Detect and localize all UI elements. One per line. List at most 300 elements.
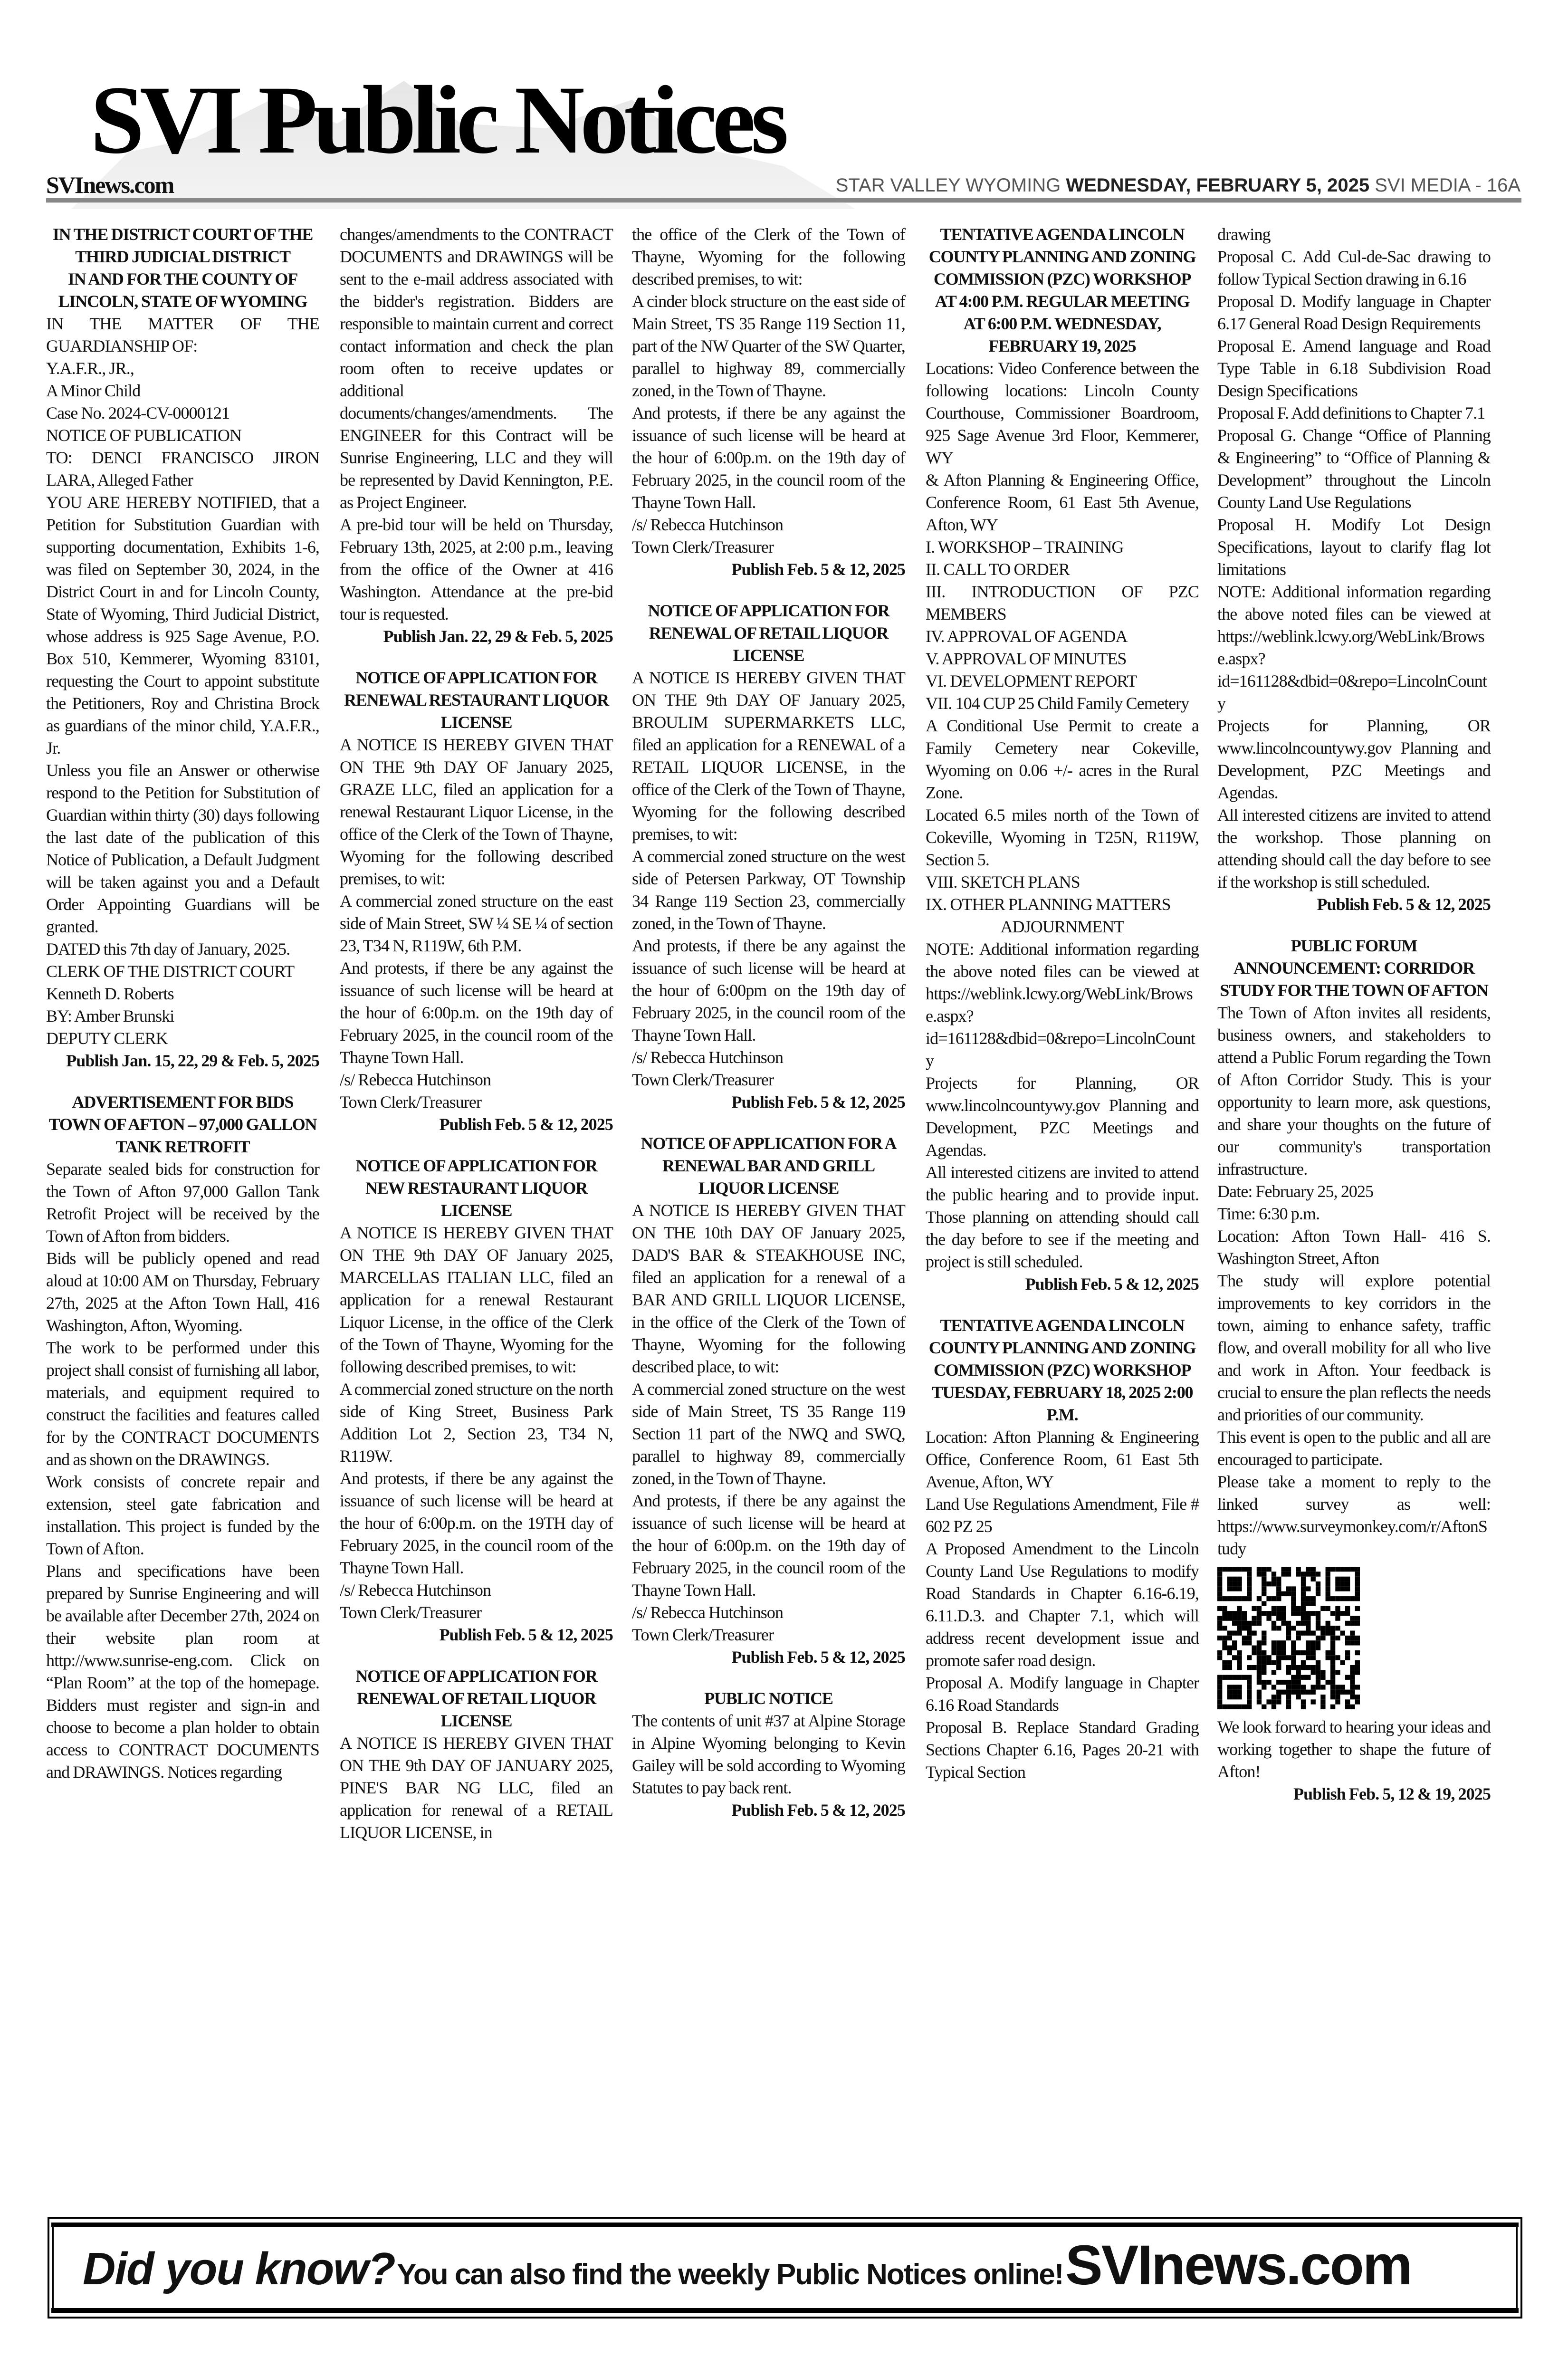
notice-paragraph: YOU ARE HEREBY NOTIFIED, that a Petition for Substitution Guardian with supporting documentation, Exhibits 1-6, was filed on September 30, 2024, in the District Court in and for Lincoln County, State of Wyoming, Third Judicial District, whose address is 925 Sage Avenue, P.O. Box 510, Kemmerer, Wyoming 83101, requesting the Court to appoint substitute the Petitioners, Roy and Christina Brock as guardians of the minor child, Y.A.F.R., Jr.: [46, 493, 319, 757]
notice-paragraph: A NOTICE IS HEREBY GIVEN THAT ON THE 9th DAY OF January 2025, MARCELLAS ITALIAN LLC, filed an application for a renewal Restaurant Liquor License, in the office of the Clerk of the Town of Thayne, Wyoming for the following described premises, to wit:: [340, 1223, 613, 1376]
qr-module: [1335, 1626, 1340, 1630]
notice-heading: NOTICE OF APPLICATION FOR RENEWAL OF RETAIL LIQUOR LICENSE: [355, 1667, 597, 1730]
qr-module: [1311, 1665, 1316, 1670]
qr-module: [1232, 1616, 1237, 1620]
qr-module: [1272, 1571, 1276, 1576]
notice-paragraph: CLERK OF THE DISTRICT COURT: [46, 962, 295, 981]
qr-module: [1296, 1611, 1301, 1616]
qr-module: [1276, 1655, 1281, 1660]
qr-module: [1335, 1690, 1340, 1695]
qr-finder-module: [1350, 1567, 1355, 1571]
notice-paragraph: A pre-bid tour will be held on Thursday, February 13th, 2025, at 2:00 p.m., leaving from the office of the Owner at 416 Washington. Attendance at the pre-bid tour is requested.: [340, 515, 613, 623]
notice-heading: IN THE DISTRICT COURT OF THE THIRD JUDICIAL DISTRICT: [52, 225, 313, 266]
qr-module: [1345, 1655, 1350, 1660]
notice-paragraph: Proposal F. Add definitions to Chapter 7.1: [1217, 403, 1485, 422]
qr-module: [1281, 1640, 1286, 1645]
qr-module: [1316, 1675, 1320, 1680]
qr-finder-module: [1247, 1577, 1252, 1581]
qr-module: [1266, 1611, 1271, 1616]
qr-module: [1301, 1621, 1306, 1626]
notice-heading: TENTATIVE AGENDA LINCOLN COUNTY PLANNING AND ZONING COMMISSION (PZC) WORKSHOP TUESDAY, FEBRUARY 18, 2025 2:00 P.M.: [928, 1316, 1196, 1424]
qr-module: [1262, 1705, 1266, 1709]
qr-module: [1350, 1680, 1355, 1685]
publish-dates: Publish Feb. 5 & 12, 2025: [731, 1648, 905, 1667]
qr-module: [1311, 1640, 1316, 1645]
qr-finder-module: [1217, 1596, 1222, 1601]
qr-module: [1330, 1650, 1335, 1655]
qr-module: [1355, 1670, 1360, 1675]
qr-module: [1257, 1695, 1262, 1699]
qr-module: [1350, 1695, 1355, 1699]
qr-module: [1311, 1670, 1316, 1675]
qr-module: [1257, 1675, 1262, 1680]
qr-finder-module: [1227, 1581, 1232, 1586]
qr-module: [1316, 1685, 1320, 1689]
qr-module: [1286, 1655, 1291, 1660]
qr-module: [1266, 1616, 1271, 1620]
notice-paragraph: Town Clerk/Treasurer: [340, 1092, 482, 1111]
banner-url-link[interactable]: SVInews.com: [1065, 2234, 1411, 2297]
qr-module: [1335, 1695, 1340, 1699]
qr-module: [1232, 1646, 1237, 1650]
qr-module: [1330, 1611, 1335, 1616]
notice-paragraph: /s/ Rebecca Hutchinson: [632, 1603, 784, 1622]
qr-module: [1286, 1680, 1291, 1685]
qr-module: [1311, 1601, 1316, 1606]
notice-paragraph: Bids will be publicly opened and read aloud at 10:00 AM on Thursday, February 27th, 2025 at the Afton Town Hall, 416 Washington, Afton, Wyoming.: [46, 1249, 319, 1335]
qr-module: [1281, 1646, 1286, 1650]
qr-module: [1237, 1626, 1242, 1630]
qr-module: [1286, 1621, 1291, 1626]
qr-module: [1217, 1636, 1222, 1640]
qr-module: [1276, 1699, 1281, 1704]
qr-module: [1320, 1699, 1325, 1704]
notice-paragraph: A NOTICE IS HEREBY GIVEN THAT ON THE 9th DAY OF JANUARY 2025, PINE'S BAR NG LLC, filed an application for renewal of a RETAIL LIQUOR LICENSE, in: [340, 1734, 613, 1842]
qr-module: [1252, 1606, 1256, 1611]
qr-module: [1306, 1567, 1310, 1571]
qr-module: [1306, 1665, 1310, 1670]
qr-finder-module: [1242, 1567, 1247, 1571]
qr-module: [1350, 1640, 1355, 1645]
qr-module: [1281, 1690, 1286, 1695]
qr-module: [1316, 1665, 1320, 1670]
qr-module: [1311, 1690, 1316, 1695]
qr-module: [1316, 1646, 1320, 1650]
qr-module: [1257, 1670, 1262, 1675]
qr-module: [1266, 1660, 1271, 1665]
qr-module: [1291, 1650, 1296, 1655]
qr-module: [1262, 1636, 1266, 1640]
qr-module: [1257, 1611, 1262, 1616]
qr-module: [1316, 1616, 1320, 1620]
qr-finder-module: [1330, 1567, 1335, 1571]
qr-module: [1301, 1675, 1306, 1680]
qr-module: [1345, 1636, 1350, 1640]
survey-qr-code[interactable]: [1217, 1567, 1360, 1709]
qr-module: [1247, 1665, 1252, 1670]
qr-module: [1276, 1591, 1281, 1596]
qr-module: [1247, 1621, 1252, 1626]
qr-module: [1281, 1680, 1286, 1685]
qr-finder-module: [1237, 1581, 1242, 1586]
notice-paragraph: IN THE MATTER OF THE GUARDIANSHIP OF:: [46, 314, 319, 355]
column-2: [340, 223, 613, 1844]
qr-finder-module: [1217, 1577, 1222, 1581]
qr-finder-module: [1232, 1577, 1237, 1581]
notice-paragraph: The study will explore potential improvements to key corridors in the town, aiming to enhance safety, traffic flow, and overall mobility for all who live and work in Afton. Your feedback is crucial to ensure the plan reflects the needs and priorities of our community.: [1217, 1271, 1491, 1424]
notice-paragraph: Town Clerk/Treasurer: [632, 537, 774, 556]
qr-module: [1330, 1626, 1335, 1630]
notice-paragraph: A commercial zoned structure on the north side of King Street, Business Park Addition Lot 2, Section 23, T34 N, R119W.: [340, 1380, 613, 1466]
qr-module: [1330, 1636, 1335, 1640]
qr-finder-module: [1247, 1591, 1252, 1596]
notice-paragraph: BY: Amber Brunski: [46, 1006, 174, 1025]
qr-finder-module: [1217, 1699, 1222, 1704]
qr-module: [1316, 1571, 1320, 1576]
qr-finder-module: [1217, 1690, 1222, 1695]
qr-finder-module: [1247, 1581, 1252, 1586]
notice-paragraph: Unless you file an Answer or otherwise respond to the Petition for Substitution of Guardian within thirty (30) days following the last date of the publication of this Notice of Publication, a Default Judgment will be taken against you and a Default Order Appointing Guardians will be granted.: [46, 761, 319, 936]
notice-paragraph: A NOTICE IS HEREBY GIVEN THAT ON THE 10th DAY OF January 2025, DAD'S BAR & STEAKHOUSE INC, filed an application for a renewal of a BAR AND GRILL LIQUOR LICENSE, in the office of the Clerk of the Town of Thayne, Wyoming for the following described place, to wit:: [632, 1201, 905, 1376]
qr-module: [1296, 1695, 1301, 1699]
qr-finder-module: [1345, 1596, 1350, 1601]
qr-module: [1257, 1660, 1262, 1665]
qr-module: [1345, 1690, 1350, 1695]
qr-module: [1257, 1665, 1262, 1670]
qr-module: [1276, 1660, 1281, 1665]
qr-module: [1257, 1567, 1262, 1571]
publish-dates: Publish Feb. 5 & 12, 2025: [1317, 895, 1491, 914]
notice-paragraph: Work consists of concrete repair and extension, steel gate fabrication and installation. This project is funded by the Town of Afton.: [46, 1472, 319, 1558]
qr-module: [1296, 1685, 1301, 1689]
notice-paragraph: Locations: Video Conference between the following locations: Lincoln County Courthouse, Commissioner Boardroom, 925 Sage Avenue 3rd Floor, Kemmerer, WY: [926, 359, 1199, 467]
qr-module: [1286, 1705, 1291, 1709]
qr-module: [1311, 1699, 1316, 1704]
qr-module: [1286, 1586, 1291, 1591]
qr-module: [1296, 1670, 1301, 1675]
qr-module: [1262, 1660, 1266, 1665]
qr-module: [1326, 1630, 1330, 1635]
notice-paragraph: Proposal B. Replace Standard Grading Sections Chapter 6.16, Pages 20-21 with Typical Section: [926, 1718, 1199, 1782]
notice-paragraph: VII. 104 CUP 25 Child Family Cemetery: [926, 694, 1189, 713]
notice-paragraph: Town Clerk/Treasurer: [632, 1070, 774, 1089]
notice-paragraph: Please take a moment to reply to the linked survey as well: https://www.surveymonkey.com/r/AftonStudy: [1217, 1472, 1491, 1558]
qr-module: [1311, 1646, 1316, 1650]
qr-module: [1276, 1690, 1281, 1695]
notice-paragraph: II. CALL TO ORDER: [926, 560, 1070, 579]
qr-module: [1350, 1616, 1355, 1620]
qr-module: [1320, 1685, 1325, 1689]
qr-module: [1237, 1665, 1242, 1670]
qr-module: [1335, 1685, 1340, 1689]
qr-module: [1316, 1680, 1320, 1685]
qr-module: [1306, 1621, 1310, 1626]
qr-module: [1262, 1655, 1266, 1660]
qr-module: [1296, 1630, 1301, 1635]
qr-finder-module: [1247, 1685, 1252, 1689]
qr-module: [1355, 1660, 1360, 1665]
qr-module: [1262, 1665, 1266, 1670]
qr-module: [1330, 1665, 1335, 1670]
qr-module: [1276, 1611, 1281, 1616]
qr-module: [1217, 1616, 1222, 1620]
qr-module: [1316, 1586, 1320, 1591]
notice-paragraph: Proposal H. Modify Lot Design Specifications, layout to clarify flag lot limitations: [1217, 515, 1491, 579]
qr-module: [1301, 1616, 1306, 1620]
qr-module: [1326, 1606, 1330, 1611]
qr-module: [1276, 1577, 1281, 1581]
qr-finder-module: [1232, 1567, 1237, 1571]
qr-module: [1276, 1650, 1281, 1655]
qr-module: [1252, 1650, 1256, 1655]
qr-module: [1291, 1586, 1296, 1591]
qr-module: [1301, 1650, 1306, 1655]
qr-module: [1222, 1660, 1227, 1665]
notice-heading: NOTICE OF APPLICATION FOR RENEWAL OF RETAIL LIQUOR LICENSE: [648, 601, 889, 665]
qr-module: [1257, 1650, 1262, 1655]
qr-finder-module: [1227, 1685, 1232, 1689]
qr-finder-module: [1345, 1581, 1350, 1586]
qr-finder-module: [1227, 1577, 1232, 1581]
qr-module: [1237, 1655, 1242, 1660]
qr-finder-module: [1227, 1695, 1232, 1699]
qr-module: [1330, 1685, 1335, 1689]
qr-module: [1345, 1675, 1350, 1680]
qr-module: [1350, 1705, 1355, 1709]
qr-finder-module: [1340, 1577, 1345, 1581]
notice-paragraph: A NOTICE IS HEREBY GIVEN THAT ON THE 9th DAY OF January 2025, BROULIM SUPERMARKETS LLC, filed an application for a RENEWAL of a RETAIL LIQUOR LICENSE, in the office of the Clerk of the Town of Thayne, Wyoming for the following described premises, to wit:: [632, 668, 905, 843]
qr-module: [1291, 1685, 1296, 1689]
qr-module: [1286, 1571, 1291, 1576]
dateline: [836, 175, 1520, 196]
notice-paragraph: A commercial zoned structure on the west side of Main Street, TS 35 Range 119 Section 11 part of the NWQ and SWQ, parallel to highway 89, commercially zoned, in the Town of Thayne.: [632, 1380, 905, 1488]
qr-module: [1227, 1616, 1232, 1620]
qr-module: [1281, 1655, 1286, 1660]
qr-finder-module: [1247, 1586, 1252, 1591]
notice-paragraph: And protests, if there be any against the issuance of such license will be heard at the hour of 6:00p.m. on the 19th day of February 2025, in the council room of the Thayne Town Hall.: [632, 403, 905, 512]
qr-module: [1316, 1621, 1320, 1626]
qr-module: [1272, 1611, 1276, 1616]
qr-module: [1320, 1606, 1325, 1611]
publish-dates: Publish Feb. 5, 12 & 19, 2025: [1293, 1784, 1491, 1803]
qr-module: [1272, 1650, 1276, 1655]
qr-module: [1345, 1611, 1350, 1616]
qr-finder-module: [1237, 1675, 1242, 1680]
qr-finder-module: [1232, 1690, 1237, 1695]
qr-module: [1262, 1601, 1266, 1606]
notice-paragraph: All interested citizens are invited to attend the workshop. Those planning on attending should call the day before to see if the workshop is still scheduled.: [1217, 805, 1491, 891]
masthead: [0, 0, 1568, 219]
notice-paragraph: III. INTRODUCTION OF PZC MEMBERS: [926, 582, 1199, 623]
qr-module: [1276, 1640, 1281, 1645]
qr-module: [1301, 1571, 1306, 1576]
qr-module: [1281, 1650, 1286, 1655]
qr-module: [1340, 1660, 1345, 1665]
qr-module: [1222, 1640, 1227, 1645]
qr-module: [1320, 1675, 1325, 1680]
qr-module: [1330, 1630, 1335, 1635]
online-notices-banner: [48, 2217, 1522, 2319]
qr-finder-module: [1345, 1586, 1350, 1591]
qr-module: [1355, 1636, 1360, 1640]
notice-paragraph: The Town of Afton invites all residents, business owners, and stakeholders to attend a Public Forum regarding the Town of Afton Corridor Study. This is your opportunity to learn more, ask questions, and share your thoughts on the future of our community's transportation infrastructure.: [1217, 1003, 1491, 1178]
qr-finder-module: [1335, 1577, 1340, 1581]
notice-paragraph: Proposal D. Modify language in Chapter 6.17 General Road Design Requirements: [1217, 292, 1491, 333]
qr-module: [1217, 1606, 1222, 1611]
qr-finder-module: [1217, 1571, 1222, 1576]
qr-module: [1311, 1630, 1316, 1635]
qr-module: [1350, 1636, 1355, 1640]
qr-module: [1301, 1630, 1306, 1635]
qr-module: [1252, 1630, 1256, 1635]
qr-finder-module: [1355, 1581, 1360, 1586]
qr-module: [1340, 1611, 1345, 1616]
qr-module: [1247, 1630, 1252, 1635]
qr-module: [1301, 1581, 1306, 1586]
qr-finder-module: [1232, 1596, 1237, 1601]
qr-module: [1291, 1601, 1296, 1606]
qr-finder-module: [1247, 1699, 1252, 1704]
qr-module: [1296, 1636, 1301, 1640]
qr-module: [1272, 1705, 1276, 1709]
qr-module: [1252, 1665, 1256, 1670]
qr-module: [1355, 1621, 1360, 1626]
qr-module: [1222, 1616, 1227, 1620]
qr-module: [1252, 1621, 1256, 1626]
qr-module: [1291, 1626, 1296, 1630]
qr-module: [1257, 1690, 1262, 1695]
qr-module: [1306, 1646, 1310, 1650]
qr-module: [1320, 1695, 1325, 1699]
qr-finder-module: [1232, 1675, 1237, 1680]
qr-module: [1227, 1630, 1232, 1635]
banner-message: You can also find the weekly Public Notices online!: [397, 2258, 1063, 2291]
qr-module: [1276, 1596, 1281, 1601]
notice-heading: NOTICE OF APPLICATION FOR A RENEWAL BAR AND GRILL LIQUOR LICENSE: [641, 1134, 897, 1198]
qr-module: [1311, 1611, 1316, 1616]
qr-module: [1222, 1606, 1227, 1611]
qr-finder-module: [1227, 1690, 1232, 1695]
qr-module: [1276, 1680, 1281, 1685]
qr-module: [1306, 1626, 1310, 1630]
qr-module: [1316, 1611, 1320, 1616]
qr-module: [1217, 1626, 1222, 1630]
qr-module: [1350, 1665, 1355, 1670]
qr-module: [1306, 1675, 1310, 1680]
notice-paragraph: DEPUTY CLERK: [46, 1029, 168, 1048]
qr-finder-module: [1340, 1581, 1345, 1586]
qr-module: [1326, 1621, 1330, 1626]
qr-module: [1335, 1616, 1340, 1620]
qr-finder-module: [1355, 1591, 1360, 1596]
qr-module: [1306, 1601, 1310, 1606]
qr-module: [1291, 1660, 1296, 1665]
notice-paragraph: Proposal G. Change “Office of Planning & Engineering” to “Office of Planning & Development” throughout the Lincoln County Land Use Regulations: [1217, 426, 1491, 512]
qr-module: [1272, 1699, 1276, 1704]
qr-module: [1350, 1675, 1355, 1680]
qr-module: [1252, 1646, 1256, 1650]
qr-module: [1306, 1596, 1310, 1601]
site-link[interactable]: SVInews.com: [46, 172, 174, 198]
banner-text: [83, 2233, 1411, 2298]
qr-module: [1286, 1626, 1291, 1630]
qr-module: [1301, 1690, 1306, 1695]
qr-module: [1301, 1601, 1306, 1606]
qr-finder-module: [1237, 1695, 1242, 1699]
qr-finder-module: [1237, 1586, 1242, 1591]
qr-module: [1237, 1660, 1242, 1665]
qr-finder-module: [1355, 1567, 1360, 1571]
qr-module: [1350, 1630, 1355, 1635]
qr-module: [1301, 1577, 1306, 1581]
qr-module: [1296, 1571, 1301, 1576]
qr-module: [1316, 1581, 1320, 1586]
qr-module: [1272, 1685, 1276, 1689]
qr-module: [1276, 1581, 1281, 1586]
qr-module: [1257, 1655, 1262, 1660]
publish-dates: Publish Feb. 5 & 12, 2025: [731, 1801, 905, 1820]
qr-finder-module: [1247, 1690, 1252, 1695]
qr-module: [1301, 1665, 1306, 1670]
qr-finder-module: [1217, 1591, 1222, 1596]
qr-finder-module: [1217, 1685, 1222, 1689]
qr-module: [1222, 1626, 1227, 1630]
qr-module: [1350, 1621, 1355, 1626]
qr-module: [1306, 1640, 1310, 1645]
qr-module: [1301, 1699, 1306, 1704]
qr-module: [1257, 1640, 1262, 1645]
publish-dates: Publish Feb. 5 & 12, 2025: [439, 1625, 613, 1644]
qr-module: [1296, 1665, 1301, 1670]
qr-module: [1316, 1640, 1320, 1645]
qr-finder-module: [1237, 1596, 1242, 1601]
notice-paragraph: /s/ Rebecca Hutchinson: [632, 1048, 784, 1067]
qr-finder-module: [1247, 1695, 1252, 1699]
qr-finder-module: [1217, 1675, 1222, 1680]
qr-finder-module: [1345, 1577, 1350, 1581]
dateline-section: SVI MEDIA - 16A: [1375, 175, 1520, 196]
qr-module: [1286, 1670, 1291, 1675]
notice-paragraph: IV. APPROVAL OF AGENDA: [926, 627, 1128, 646]
qr-module: [1340, 1630, 1345, 1635]
qr-module: [1237, 1621, 1242, 1626]
qr-finder-module: [1222, 1705, 1227, 1709]
qr-module: [1242, 1616, 1247, 1620]
qr-finder-module: [1326, 1596, 1330, 1601]
qr-module: [1296, 1621, 1301, 1626]
notice-paragraph: The work to be performed under this project shall consist of furnishing all labor, materials, and equipment required to construct the facilities and features called for by the CONTRACT DOCUMENTS and as shown on the DRAWINGS.: [46, 1338, 319, 1469]
qr-module: [1272, 1626, 1276, 1630]
notice-paragraph: And protests, if there be any against the issuance of such license will be heard at the hour of 6:00p.m. on the 19th day of February 2025, in the council room of the Thayne Town Hall.: [632, 1491, 905, 1600]
qr-finder-module: [1217, 1586, 1222, 1591]
qr-module: [1286, 1591, 1291, 1596]
qr-finder-module: [1227, 1675, 1232, 1680]
notice-paragraph: /s/ Rebecca Hutchinson: [340, 1070, 491, 1089]
qr-module: [1296, 1606, 1301, 1611]
qr-module: [1286, 1690, 1291, 1695]
qr-module: [1247, 1626, 1252, 1630]
notice-paragraph: Date: February 25, 2025: [1217, 1182, 1374, 1201]
qr-module: [1272, 1695, 1276, 1699]
qr-module: [1355, 1665, 1360, 1670]
qr-module: [1262, 1650, 1266, 1655]
notice-paragraph: Town Clerk/Treasurer: [632, 1625, 774, 1644]
qr-finder-module: [1326, 1586, 1330, 1591]
qr-module: [1345, 1621, 1350, 1626]
qr-module: [1242, 1640, 1247, 1645]
qr-module: [1227, 1665, 1232, 1670]
qr-finder-module: [1335, 1567, 1340, 1571]
